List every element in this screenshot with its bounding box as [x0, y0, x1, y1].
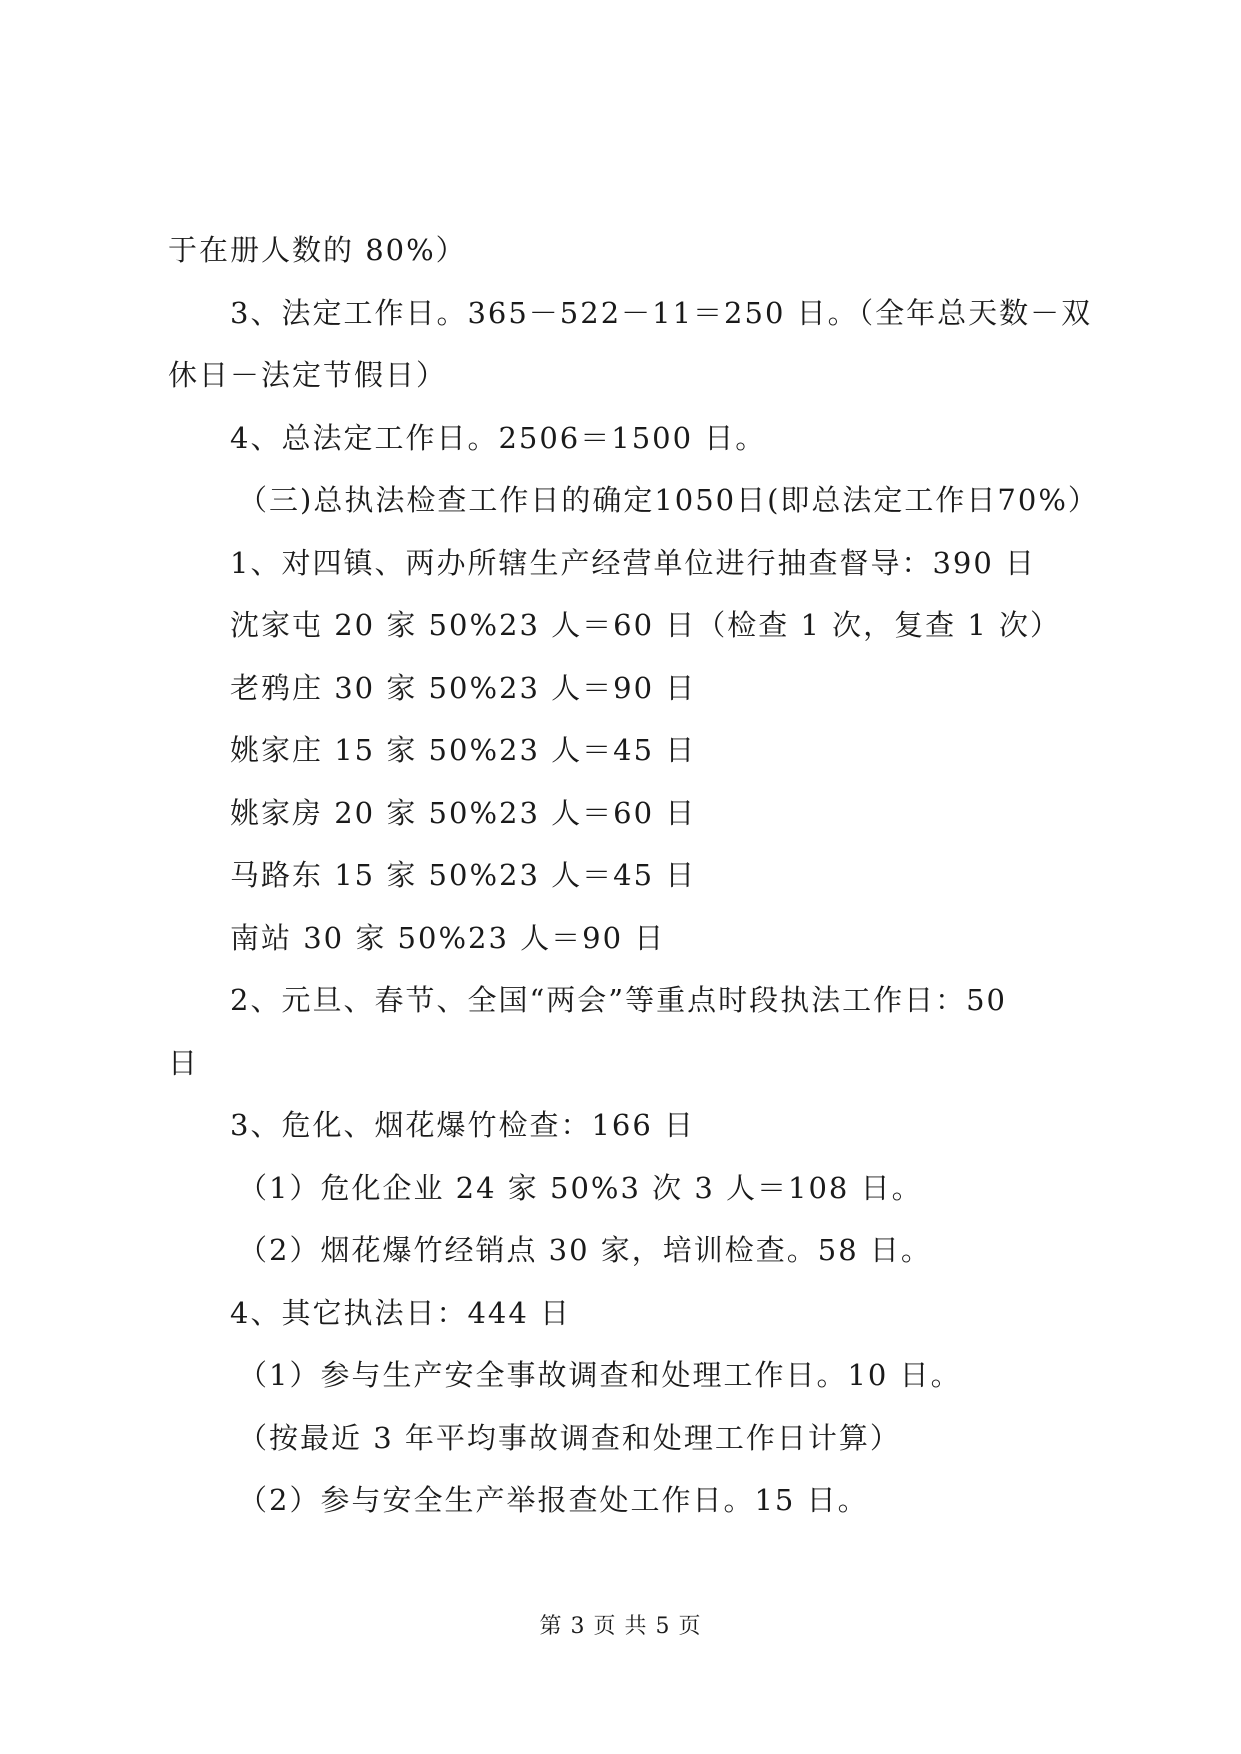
- text-line: 3、法定工作日。365－522－11＝250 日。（全年总天数－双: [230, 296, 1093, 330]
- text-line: （1）参与生产安全事故调查和处理工作日。10 日。: [238, 1358, 962, 1392]
- text-line: 姚家庄 15 家 50%23 人＝45 日: [230, 733, 697, 767]
- text-line: 马路东 15 家 50%23 人＝45 日: [230, 858, 697, 892]
- text-line: 姚家房 20 家 50%23 人＝60 日: [230, 796, 697, 830]
- text-line: 1、对四镇、两办所辖生产经营单位进行抽查督导：390 日: [230, 546, 1037, 580]
- text-line: （三)总执法检查工作日的确定1050日(即总法定工作日70%）: [238, 483, 1099, 517]
- text-line: 沈家屯 20 家 50%23 人＝60 日（检查 1 次，复查 1 次）: [230, 608, 1062, 642]
- text-line: 老鸦庄 30 家 50%23 人＝90 日: [230, 671, 697, 705]
- text-line: 2、元旦、春节、全国“两会”等重点时段执法工作日：50: [230, 983, 1008, 1017]
- text-line: （1）危化企业 24 家 50%3 次 3 人＝108 日。: [238, 1171, 923, 1205]
- text-line: 休日－法定节假日）: [168, 358, 448, 392]
- text-line: （2）烟花爆竹经销点 30 家，培训检查。58 日。: [238, 1233, 932, 1267]
- text-line: （按最近 3 年平均事故调查和处理工作日计算）: [238, 1421, 901, 1455]
- text-line: 日: [168, 1046, 200, 1080]
- text-line: 于在册人数的 80%）: [168, 233, 467, 267]
- text-line: 南站 30 家 50%23 人＝90 日: [230, 921, 666, 955]
- text-line: 3、危化、烟花爆竹检查：166 日: [230, 1108, 696, 1142]
- text-line: 4、总法定工作日。2506＝1500 日。: [230, 421, 767, 455]
- text-line: （2）参与安全生产举报查处工作日。15 日。: [238, 1483, 869, 1517]
- page-number-footer: 第 3 页 共 5 页: [539, 1614, 702, 1639]
- text-line: 4、其它执法日：444 日: [230, 1296, 572, 1330]
